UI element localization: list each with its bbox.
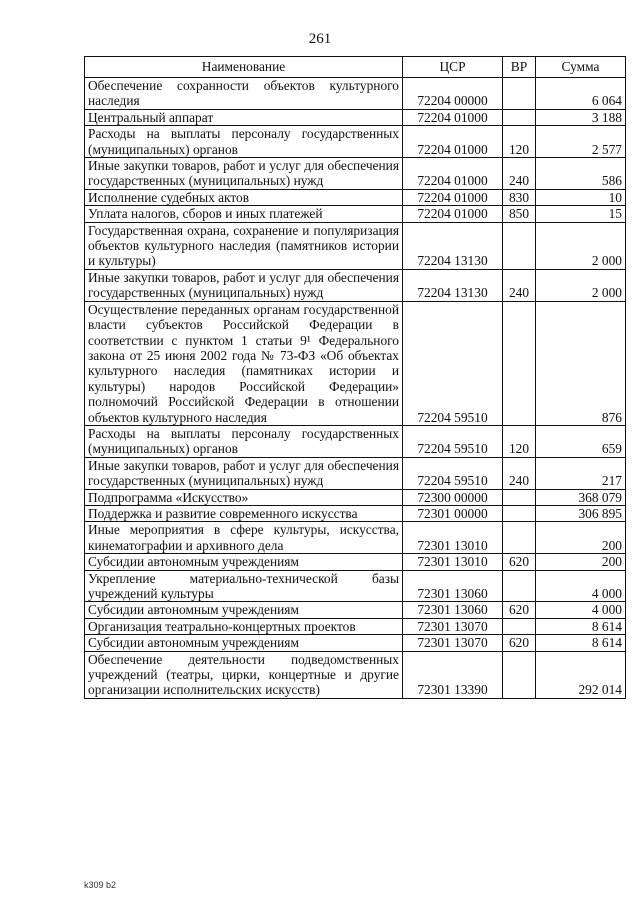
row-code: 72204 00000 <box>403 78 503 110</box>
table-row <box>85 602 626 618</box>
row-vr <box>503 78 536 110</box>
row-vr: 240 <box>503 158 536 190</box>
row-code: 72204 01000 <box>403 206 503 222</box>
row-sum: 200 <box>536 554 626 570</box>
row-name: Расходы на выплаты персоналу государственных (муниципальных) органов <box>85 126 403 158</box>
row-name: Осуществление переданных органам государственной власти субъектов Российской Федерации в соответствии с пунктом 1 статьи 9¹ Федерального закона от 25 июня 2002 года № 73-ФЗ «Об объектах культурного наследия (памятниках истории и культуры) народов Российской Федерации» полномочий Российской Федерации в отношении объектов культурного наследия <box>85 301 403 425</box>
row-sum: 3 188 <box>536 109 626 125</box>
row-name: Исполнение судебных актов <box>85 189 403 205</box>
row-sum: 586 <box>536 158 626 190</box>
table-row <box>85 457 626 489</box>
table-row <box>85 425 626 457</box>
table-row <box>85 489 626 505</box>
footer-mark: k309 b2 <box>84 880 117 890</box>
row-code: 72301 13070 <box>403 635 503 651</box>
row-name: Центральный аппарат <box>85 109 403 125</box>
row-code: 72204 01000 <box>403 109 503 125</box>
table-row <box>85 126 626 158</box>
row-code: 72204 01000 <box>403 126 503 158</box>
row-code: 72204 59510 <box>403 301 503 425</box>
row-name: Обеспечение сохранности объектов культурного наследия <box>85 78 403 110</box>
row-code: 72204 13130 <box>403 269 503 301</box>
row-sum: 10 <box>536 189 626 205</box>
row-vr <box>503 109 536 125</box>
row-sum: 15 <box>536 206 626 222</box>
column-header-code: ЦСР <box>403 57 503 78</box>
row-code: 72300 00000 <box>403 489 503 505</box>
row-sum: 2 577 <box>536 126 626 158</box>
row-name: Субсидии автономным учреждениям <box>85 554 403 570</box>
row-vr: 240 <box>503 269 536 301</box>
row-name: Иные закупки товаров, работ и услуг для обеспечения государственных (муниципальных) нужд <box>85 269 403 301</box>
row-sum: 292 014 <box>536 651 626 698</box>
row-name: Организация театрально-концертных проектов <box>85 618 403 634</box>
row-name: Уплата налогов, сборов и иных платежей <box>85 206 403 222</box>
row-name: Обеспечение деятельности подведомственных учреждений (театры, цирки, концертные и другие организации исполнительских искусств) <box>85 651 403 698</box>
row-sum: 2 000 <box>536 269 626 301</box>
row-vr <box>503 505 536 521</box>
page-number: 261 <box>308 31 332 47</box>
table-row <box>85 222 626 269</box>
row-sum: 6 064 <box>536 78 626 110</box>
row-vr <box>503 651 536 698</box>
column-header-name: Наименование <box>85 57 403 78</box>
row-code: 72204 01000 <box>403 189 503 205</box>
row-sum: 217 <box>536 457 626 489</box>
table-row <box>85 505 626 521</box>
table-row <box>85 570 626 602</box>
table-row <box>85 522 626 554</box>
row-vr: 120 <box>503 425 536 457</box>
table-row <box>85 618 626 634</box>
row-vr <box>503 522 536 554</box>
row-name: Субсидии автономным учреждениям <box>85 635 403 651</box>
row-vr: 620 <box>503 635 536 651</box>
row-name: Государственная охрана, сохранение и популяризация объектов культурного наследия (памятников истории и культуры) <box>85 222 403 269</box>
row-sum: 876 <box>536 301 626 425</box>
row-code: 72301 00000 <box>403 505 503 521</box>
row-code: 72204 59510 <box>403 457 503 489</box>
table-row <box>85 206 626 222</box>
row-sum: 200 <box>536 522 626 554</box>
table-header-row <box>85 57 626 78</box>
row-name: Субсидии автономным учреждениям <box>85 602 403 618</box>
row-sum: 368 079 <box>536 489 626 505</box>
row-vr: 620 <box>503 554 536 570</box>
row-vr <box>503 489 536 505</box>
budget-table <box>84 56 626 699</box>
row-code: 72301 13060 <box>403 570 503 602</box>
row-sum: 659 <box>536 425 626 457</box>
row-sum: 8 614 <box>536 635 626 651</box>
column-header-vr: ВР <box>503 57 536 78</box>
row-code: 72204 01000 <box>403 158 503 190</box>
row-name: Иные закупки товаров, работ и услуг для обеспечения государственных (муниципальных) нужд <box>85 158 403 190</box>
row-vr <box>503 222 536 269</box>
row-name: Поддержка и развитие современного искусства <box>85 505 403 521</box>
table-row <box>85 651 626 698</box>
row-vr <box>503 570 536 602</box>
table-row <box>85 109 626 125</box>
table-row <box>85 301 626 425</box>
table-row <box>85 635 626 651</box>
row-name: Укрепление материально-технической базы учреждений культуры <box>85 570 403 602</box>
table-body <box>85 78 626 699</box>
row-vr <box>503 618 536 634</box>
table-row <box>85 78 626 110</box>
row-code: 72301 13070 <box>403 618 503 634</box>
row-sum: 306 895 <box>536 505 626 521</box>
table-row <box>85 269 626 301</box>
row-sum: 8 614 <box>536 618 626 634</box>
table-row <box>85 189 626 205</box>
row-vr: 120 <box>503 126 536 158</box>
row-vr <box>503 301 536 425</box>
row-code: 72301 13010 <box>403 522 503 554</box>
row-code: 72301 13060 <box>403 602 503 618</box>
column-header-sum: Сумма <box>536 57 626 78</box>
row-vr: 850 <box>503 206 536 222</box>
row-name: Расходы на выплаты персоналу государственных (муниципальных) органов <box>85 425 403 457</box>
row-vr: 830 <box>503 189 536 205</box>
row-sum: 2 000 <box>536 222 626 269</box>
row-sum: 4 000 <box>536 602 626 618</box>
row-code: 72204 13130 <box>403 222 503 269</box>
row-name: Иные закупки товаров, работ и услуг для обеспечения государственных (муниципальных) нужд <box>85 457 403 489</box>
row-code: 72301 13390 <box>403 651 503 698</box>
row-name: Подпрограмма «Искусство» <box>85 489 403 505</box>
row-code: 72301 13010 <box>403 554 503 570</box>
row-vr: 620 <box>503 602 536 618</box>
row-name: Иные мероприятия в сфере культуры, искусства, кинематографии и архивного дела <box>85 522 403 554</box>
row-code: 72204 59510 <box>403 425 503 457</box>
row-vr: 240 <box>503 457 536 489</box>
table-row <box>85 554 626 570</box>
table-row <box>85 158 626 190</box>
row-sum: 4 000 <box>536 570 626 602</box>
